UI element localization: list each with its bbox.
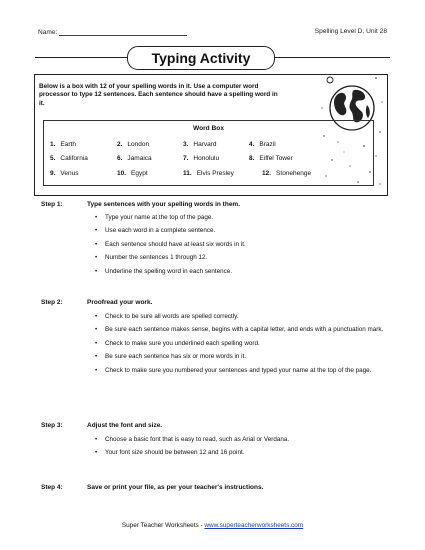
list-item: • Check to be sure all words are spelled correctly. xyxy=(95,313,395,321)
list-item: • Be sure each sentence makes sense, begins with a capital letter, and ends with a punctuation mark. xyxy=(95,326,395,334)
word-item: 8. Eiffel Tower xyxy=(249,155,293,162)
list-item: • Number the sentences 1 through 12. xyxy=(95,254,395,262)
step-3-label: Step 3: xyxy=(41,422,63,429)
intro-text: Below is a box with 12 of your spelling words in it. Use a computer word processor to type 12 sentences. Each sentence should have a spelling word in it. xyxy=(39,83,278,107)
word-item: 12. Stonehenge xyxy=(262,170,312,177)
list-item: • Underline the spelling word in each sentence. xyxy=(95,268,395,276)
list-item: • Use each word in a complete sentence. xyxy=(95,227,395,235)
footer-link[interactable]: www.superteacherworksheets.com xyxy=(204,522,304,529)
word-item: 9. Venus xyxy=(50,170,79,177)
list-item: • Check to make sure you numbered your sentences and typed your name at the top of the page. xyxy=(95,367,395,375)
word-item: 1. Earth xyxy=(50,141,76,148)
footer xyxy=(0,522,425,529)
word-item: 11. Elvis Presley xyxy=(183,170,234,177)
step-4-title: Save or print your file, as per your teacher's instructions. xyxy=(87,484,264,491)
step-2-list xyxy=(95,313,395,380)
name-line xyxy=(59,28,187,36)
word-item: 7. Honolulu xyxy=(183,155,220,162)
list-item: • Each sentence should have at least six words in it. xyxy=(95,241,395,249)
step-2-title: Proofread your work. xyxy=(87,299,153,306)
word-box xyxy=(43,120,374,186)
word-item: 5. California xyxy=(50,155,88,162)
step-3-list xyxy=(95,436,395,463)
page-title: Typing Activity xyxy=(127,46,275,70)
step-1-title: Type sentences with your spelling words in them. xyxy=(87,201,241,208)
name-label: Name: xyxy=(38,29,58,36)
step-1-label: Step 1: xyxy=(41,201,63,208)
list-item: • Check to make sure you underlined each spelling word. xyxy=(95,340,395,348)
level-label: Spelling Level D, Unit 28 xyxy=(314,28,387,35)
step-1-list xyxy=(95,214,395,281)
word-box-title: Word Box xyxy=(192,125,224,132)
word-item: 3. Harvard xyxy=(183,141,217,148)
list-item: • Choose a basic font that is easy to read, such as Arial or Verdana. xyxy=(95,436,395,444)
step-2-label: Step 2: xyxy=(41,299,63,306)
footer-text: Super Teacher Worksheets - xyxy=(121,522,205,529)
word-item: 2. London xyxy=(117,141,150,148)
word-item: 10. Egypt xyxy=(117,170,148,177)
word-item: 4. Brazil xyxy=(249,141,276,148)
step-4-label: Step 4: xyxy=(41,484,63,491)
list-item: • Type your name at the top of the page. xyxy=(95,214,395,222)
list-item: • Be sure each sentence has six or more words in it. xyxy=(95,353,395,361)
name-field xyxy=(38,28,187,36)
step-3-title: Adjust the font and size. xyxy=(87,422,163,429)
list-item: • Your font size should be between 12 and 16 point. xyxy=(95,449,395,457)
word-item: 6. Jamaica xyxy=(117,155,152,162)
